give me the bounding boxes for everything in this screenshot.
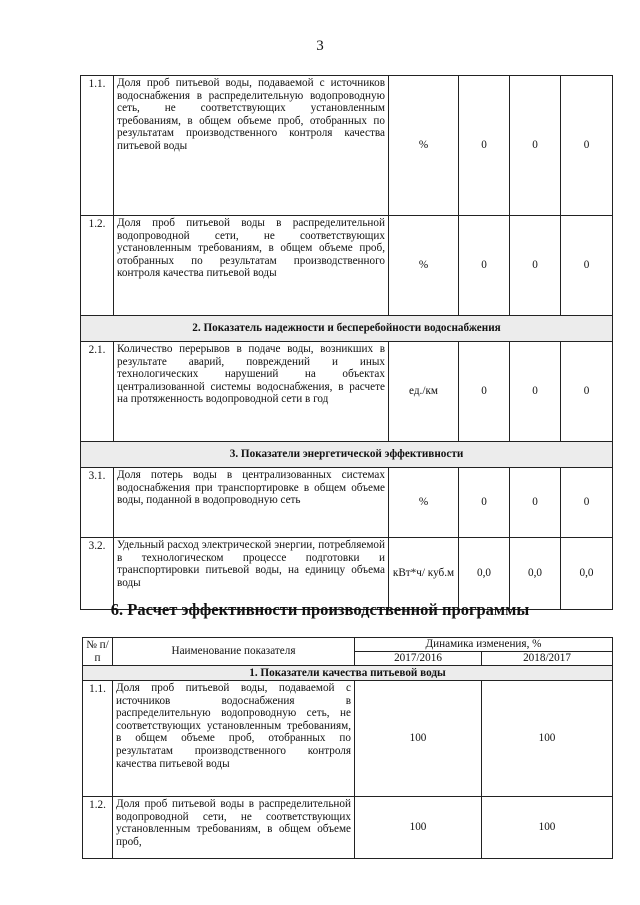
- unit-cell: %: [389, 468, 459, 538]
- row-number: 1.2.: [81, 216, 114, 316]
- row-number: 1.1.: [81, 76, 114, 216]
- indicator-name: Доля проб питьевой воды в распределительной водопроводной сети, не соответствующих установленным требованиям, в общем объеме проб, отобранных по результатам производственного контроля качества питьевой воды: [114, 216, 389, 316]
- table-row: [81, 342, 613, 442]
- value-cell: 0: [561, 216, 613, 316]
- header-num: № п/п: [83, 638, 113, 666]
- table-row: [83, 797, 613, 859]
- page-number: 3: [316, 38, 324, 54]
- unit-cell: %: [389, 216, 459, 316]
- unit-cell: кВт*ч/ куб.м: [389, 538, 459, 610]
- value-cell: 0,0: [510, 538, 561, 610]
- unit-cell: %: [389, 76, 459, 216]
- indicator-name: Удельный расход электрической энергии, потребляемой в технологическом процессе подготовки и транспортировки питьевой воды, на единицу объема воды: [114, 538, 389, 610]
- indicator-name: Доля проб питьевой воды в распределительной водопроводной сети, не соответствующих установленным требованиям, в общем объеме проб,: [113, 797, 355, 859]
- table-row: [81, 76, 613, 216]
- value-cell: 100: [482, 681, 613, 797]
- table-row: [81, 216, 613, 316]
- value-cell: 0: [561, 468, 613, 538]
- indicators-table: [80, 75, 613, 610]
- section-row: [81, 316, 613, 342]
- indicator-name: Доля потерь воды в централизованных системах водоснабжения при транспортировке в общем объеме воды, поданной в водопроводную сеть: [114, 468, 389, 538]
- value-cell: 0,0: [459, 538, 510, 610]
- section-heading: 6. Расчет эффективности производственной программы: [110, 600, 530, 619]
- value-cell: 100: [355, 681, 482, 797]
- row-number: 2.1.: [81, 342, 114, 442]
- header-row: [83, 638, 613, 652]
- section-title: 3. Показатели энергетической эффективности: [81, 442, 613, 468]
- indicator-name: Доля проб питьевой воды, подаваемой с источников водоснабжения в распределительную водопроводную сеть, не соответствующих установленным требованиям, в общем объеме проб, отобранных по результатам производственного контроля качества питьевой воды: [114, 76, 389, 216]
- value-cell: 0: [510, 342, 561, 442]
- section-row: [83, 666, 613, 681]
- row-number: 3.1.: [81, 468, 114, 538]
- row-number: 1.2.: [83, 797, 113, 859]
- value-cell: 0: [459, 342, 510, 442]
- header-year: 2017/2016: [355, 652, 482, 666]
- table-row: [83, 681, 613, 797]
- value-cell: 100: [482, 797, 613, 859]
- value-cell: 0: [561, 342, 613, 442]
- value-cell: 0: [510, 76, 561, 216]
- section-row: [81, 442, 613, 468]
- section-title: 1. Показатели качества питьевой воды: [83, 666, 613, 681]
- value-cell: 0,0: [561, 538, 613, 610]
- value-cell: 0: [561, 76, 613, 216]
- header-year: 2018/2017: [482, 652, 613, 666]
- unit-cell: ед./км: [389, 342, 459, 442]
- value-cell: 0: [459, 468, 510, 538]
- row-number: 1.1.: [83, 681, 113, 797]
- indicator-name: Количество перерывов в подаче воды, возникших в результате аварий, повреждений и иных технологических нарушений на объектах централизованной системы водоснабжения, в расчете на протяженность водопроводной сети в год: [114, 342, 389, 442]
- section-title: 2. Показатель надежности и бесперебойности водоснабжения: [81, 316, 613, 342]
- row-number: 3.2.: [81, 538, 114, 610]
- header-dynamics: Динамика изменения, %: [355, 638, 613, 652]
- efficiency-table: [82, 637, 613, 859]
- value-cell: 0: [510, 468, 561, 538]
- value-cell: 0: [459, 216, 510, 316]
- table-row: [81, 468, 613, 538]
- value-cell: 100: [355, 797, 482, 859]
- table-row: [81, 538, 613, 610]
- value-cell: 0: [459, 76, 510, 216]
- header-name: Наименование показателя: [113, 638, 355, 666]
- value-cell: 0: [510, 216, 561, 316]
- indicator-name: Доля проб питьевой воды, подаваемой с источников водоснабжения в распределительную водопроводную сеть, не соответствующих установленным требованиям, в общем объеме проб, отобранных по результатам производственного контроля качества питьевой воды: [113, 681, 355, 797]
